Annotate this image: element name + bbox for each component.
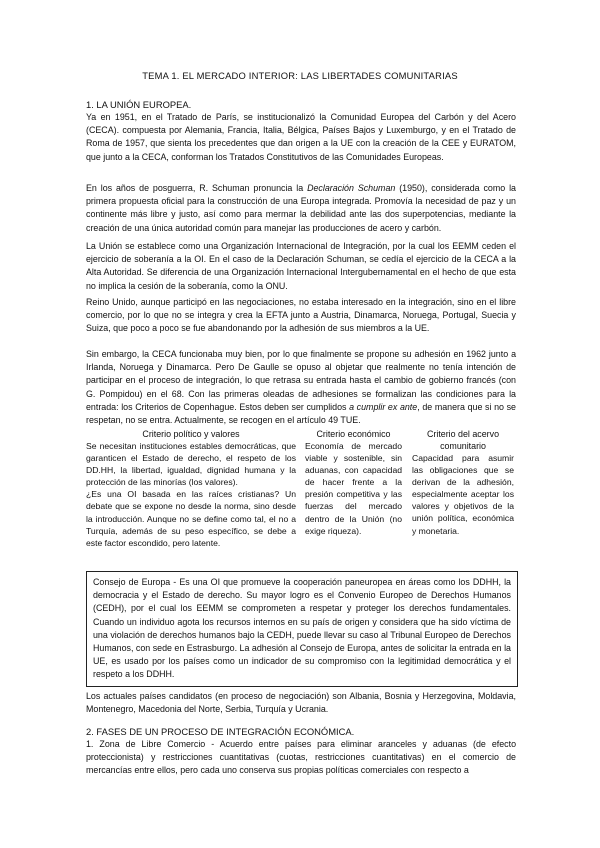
paragraph-schuman-text-a: En los años de posguerra, R. Schuman pronuncia la xyxy=(86,183,308,193)
paragraph-copenhague xyxy=(86,348,516,427)
paragraph-copenhague-text-b: , de manera que si no se respetan, no se entra. Actualmente, se recogen en el artículo 49 TUE. xyxy=(86,401,516,426)
paragraph-schuman xyxy=(86,182,516,235)
paragraph-organizacion: La Unión se establece como una Organización Internacional de Integración, por la cual los EEMM ceden el ejercicio de soberanía a la OI. En el caso de la Declaración Schuman, se cedía el ejercicio de la CECA a la Alta Autoridad. Se diferencia de una Organización Internacional Intergubernamental en el hecho de que esta no implica la cesión de la soberanía, como la ONU. xyxy=(86,241,516,291)
criterion-acquis-heading: Criterio del acervo comunitario xyxy=(426,429,499,451)
criterion-acquis-text: Capacidad para asumir las obligaciones que se derivan de la adhesión, especialmente aceptar los valores y objetivos de la unión política, económica y monetaria. xyxy=(412,453,514,536)
criterion-political-heading: Criterio político y valores xyxy=(142,429,240,439)
paragraph-zona-libre-comercio: 1. Zona de Libre Comercio - Acuerdo entre países para eliminar aranceles y aduanas (de efecto proteccionista) y restricciones cuantitativas (cuotas, restricciones cuantitativas) en el comercio de mercancías entre ellos, pero cada uno conserva sus propias políticas comerciales con respecto a xyxy=(86,739,516,776)
criterion-economic xyxy=(305,428,402,537)
paragraph-reino-unido: Reino Unido, aunque participó en las negociaciones, no estaba interesado en la integración, sino en el libre comercio, por lo que no se integra y crea la EFTA junto a Austria, Dinamarca, Noruega, Portugal, Suecia y Suiza, que poco a poco se fue abandonando por la adhesión de sus miembros a la UE. xyxy=(86,297,516,334)
paragraph-schuman-text-b: (1950), considerada como la primera propuesta oficial para la construcción de una Europa integrada. Promovía la necesidad de paz y un continente más libre y justo, así como para mermar la debilidad ante las dos superpotencias, mediante la creación de una única autoridad común para manejar las producciones de acero y carbón. xyxy=(86,183,516,233)
criterion-political xyxy=(86,428,296,549)
section-heading-integracion: 2. FASES DE UN PROCESO DE INTEGRACIÓN ECONÓMICA. xyxy=(86,726,355,737)
consejo-de-europa-box: Consejo de Europa - Es una OI que promueve la cooperación paneuropea en áreas como los DDHH, la democracia y el Estado de derecho. Su mayor logro es el Convenio Europeo de Derechos Humanos (CEDH), por el cual los EEMM se comprometen a respetar y proteger los derechos fundamentales. Cuando un individuo agota los recursos internos en su país de origen y considera que ha sido víctima de una violación de derechos humanos bajo la CEDH, puede llevar su caso al Tribunal Europeo de Derechos Humanos, con sede en Estrasburgo. La adhesión al Consejo de Europa, antes de solicitar la entrada en la UE, es usado por los países como un indicador de su compromiso con la legitimidad democrática y el respeto a los DDHH. xyxy=(86,571,518,687)
paragraph-copenhague-text-a: Sin embargo, la CECA funcionaba muy bien, por lo que finalmente se propone su adhesión en 1962 junto a Irlanda, Noruega y Dinamarca. Pero De Gaulle se opuso al objetar que realmente no tenía intención de participar en el proceso de integración, lo que retrasa su entrada hasta el cambio de gobierno francés (con G. Pompidou) en el 68. Con las primeras oleadas de adhesiones se formalizan las condiciones para la entrada: los Criterios de Copenhague. Estos deben ser cumplidos xyxy=(86,349,516,412)
criterion-acquis xyxy=(412,428,514,537)
criterion-political-text-2: ¿Es una OI basada en las raíces cristianas? Un debate que se expone no desde la norma, sino desde la introducción. Aunque no se define como tal, el no a Turquía, además de su peso específico, se debe a este factor escondido, pero latente. xyxy=(86,489,296,548)
paragraph-candidatos: Los actuales países candidatos (en proceso de negociación) son Albania, Bosnia y Herzegovina, Moldavia, Montenegro, Macedonia del Norte, Serbia, Turquía y Ucrania. xyxy=(86,691,516,715)
paragraph-schuman-emphasis: Declaración Schuman xyxy=(307,183,396,193)
criterion-economic-heading: Criterio económico xyxy=(316,429,391,439)
criterion-economic-text: Economía de mercado viable y sostenible, sin aduanas, con capacidad de hacer frente a la presión competitiva y las fuerzas del mercado dentro de la Unión (no exige riqueza). xyxy=(305,441,402,536)
page-title: TEMA 1. EL MERCADO INTERIOR: LAS LIBERTADES COMUNITARIAS xyxy=(142,70,458,81)
paragraph-ceca: Ya en 1951, en el Tratado de París, se institucionalizó la Comunidad Europea del Carbón y del Acero (CECA). compuesta por Alemania, Francia, Italia, Bélgica, Países Bajos y Luxemburgo, y en el Tratado de Roma de 1957, que sienta los precedentes que dan origen a la UE con la creación de la CEE y EURATOM, que junto a la CECA, conforman los Tratados Constitutivos de las Comunidades Europeas. xyxy=(86,112,516,162)
criteria-columns xyxy=(86,428,516,563)
paragraph-copenhague-emphasis: a cumplir ex ante xyxy=(349,401,418,412)
section-heading-union-europea: 1. LA UNIÓN EUROPEA. xyxy=(86,99,192,110)
criterion-political-text-1: Se necesitan instituciones estables democráticas, que garanticen el Estado de derecho, el respeto de los DD.HH, la libertad, igualdad, dignidad humana y la protección de las minorías (los valores). xyxy=(86,441,296,488)
